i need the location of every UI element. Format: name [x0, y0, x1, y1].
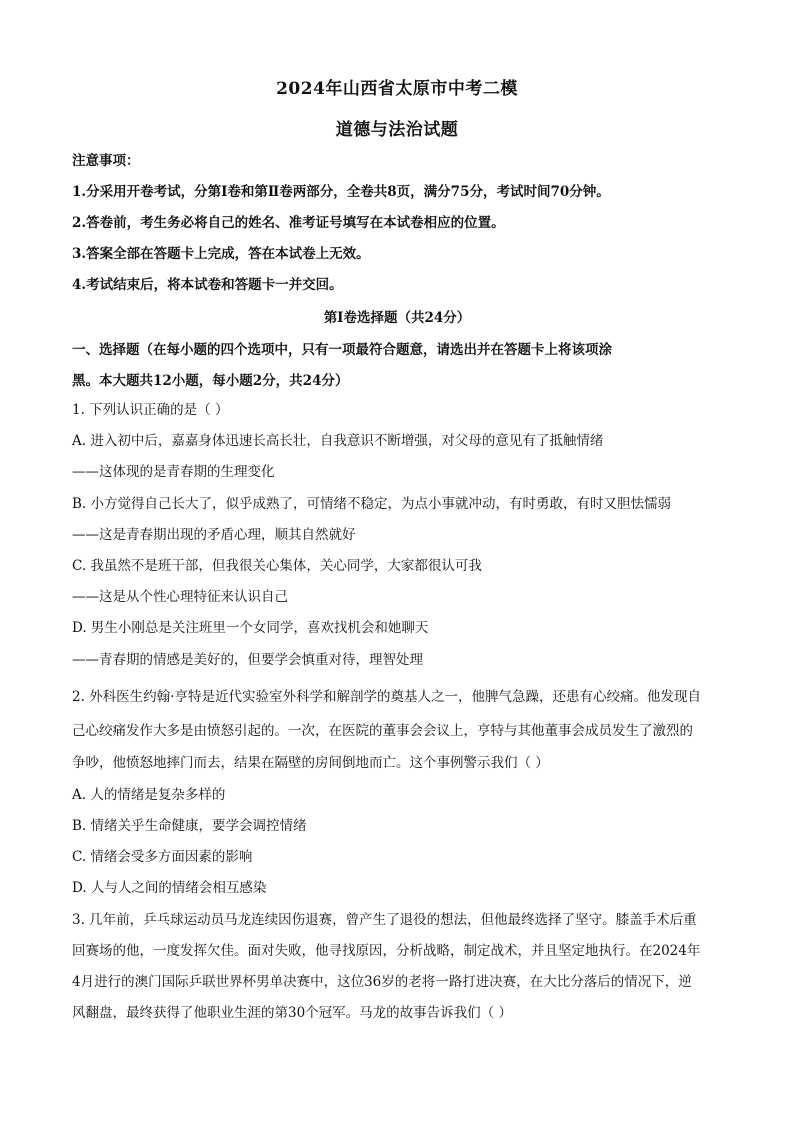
question-option: D. 男生小刚总是关注班里一个女同学，喜欢找机会和她聊天	[72, 620, 429, 636]
question-stem: 己心绞痛发作大多是由愤怒引起的。一次，在医院的董事会会议上，亨特与其他董事会成员发生了激烈的	[72, 723, 693, 739]
notice-item: 2.答卷前，考生务必将自己的姓名、准考证号填写在本试卷相应的位置。	[72, 215, 505, 231]
section-instruction: 黑。本大题共12小题，每小题2分，共24分）	[72, 373, 349, 389]
question-option: ——这体现的是青春期的生理变化	[72, 464, 275, 480]
section-title: 第Ⅰ卷选择题（共24分）	[323, 310, 471, 326]
notice-item: 1.分采用开卷考试，分第Ⅰ卷和第Ⅱ卷两部分，全卷共8页，满分75分，考试时间70分钟。	[72, 184, 610, 200]
exam-subtitle: 道德与法治试题	[335, 120, 459, 140]
notice-heading: 注意事项：	[72, 153, 140, 169]
notice-item: 3.答案全部在答题卡上完成，答在本试卷上无效。	[72, 246, 370, 262]
question-option: A. 进入初中后，嘉嘉身体迅速长高长壮，自我意识不断增强，对父母的意见有了抵触情绪	[72, 433, 604, 449]
section-instruction: 一、选择题（在每小题的四个选项中，只有一项最符合题意，请选出并在答题卡上将该项涂	[72, 342, 612, 358]
notice-item: 4.考试结束后，将本试卷和答题卡一并交回。	[72, 277, 343, 293]
question-stem: 2. 外科医生约翰·亨特是近代实验室外科学和解剖学的奠基人之一，他脾气急躁，还患有心绞痛。他发现自	[72, 689, 701, 705]
question-option: C. 我虽然不是班干部，但我很关心集体，关心同学，大家都很认可我	[72, 558, 482, 574]
exam-title: 2024年山西省太原市中考二模	[276, 79, 518, 99]
question-stem: 争吵，他愤怒地摔门而去，结果在隔壁的房间倒地而亡。这个事例警示我们（ ）	[72, 755, 549, 771]
question-option: A. 人的情绪是复杂多样的	[72, 787, 226, 803]
question-stem: 风翻盘，最终获得了他职业生涯的第30个冠军。马龙的故事告诉我们（ ）	[72, 1005, 512, 1021]
question-stem: 回赛场的他，一度发挥欠佳。面对失败，他寻找原因，分析战略，制定战术，并且坚定地执行。在2024年	[72, 943, 701, 959]
question-option: B. 情绪关乎生命健康，要学会调控情绪	[72, 818, 307, 834]
question-option: ——这是从个性心理特征来认识自己	[72, 589, 288, 605]
question-stem: 4月进行的澳门国际乒联世界杯男单决赛中，这位36岁的老将一路打进决赛，在大比分落后的情况下，逆	[72, 974, 692, 990]
question-option: D. 人与人之间的情绪会相互感染	[72, 880, 267, 896]
question-option: C. 情绪会受多方面因素的影响	[72, 849, 253, 865]
question-option: ——青春期的情感是美好的，但要学会慎重对待，理智处理	[72, 652, 423, 668]
question-stem: 1. 下列认识正确的是（ ）	[72, 402, 229, 418]
question-stem: 3. 几年前，乒乓球运动员马龙连续因伤退赛，曾产生了退役的想法，但他最终选择了坚守。膝盖手术后重	[72, 912, 697, 928]
question-option: ——这是青春期出现的矛盾心理，顺其自然就好	[72, 527, 356, 543]
question-option: B. 小方觉得自己长大了，似乎成熟了，可情绪不稳定，为点小事就冲动，有时勇敢，有时又胆怯懦弱	[72, 496, 672, 512]
